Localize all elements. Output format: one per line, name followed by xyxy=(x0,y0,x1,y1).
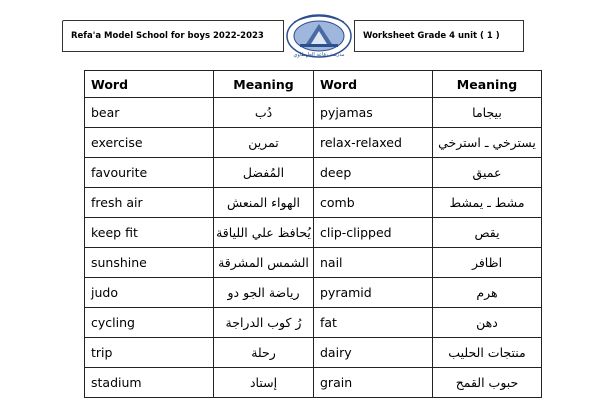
word-cell: deep xyxy=(314,158,433,188)
school-name: Refa'a Model School for boys 2022-2023 xyxy=(71,31,264,41)
meaning-cell: منتجات الحليب xyxy=(433,338,542,368)
word-cell: stadium xyxy=(85,368,214,398)
table-row xyxy=(85,338,542,368)
word-cell: cycling xyxy=(85,308,214,338)
meaning-cell: عميق xyxy=(433,158,542,188)
word-cell: pyramid xyxy=(314,278,433,308)
table-row xyxy=(85,308,542,338)
meaning-cell: مشط ـ يمشط xyxy=(433,188,542,218)
word-cell: clip-clipped xyxy=(314,218,433,248)
meaning-cell: الشمس المشرقة xyxy=(214,248,314,278)
school-logo xyxy=(284,12,354,60)
table-row xyxy=(85,188,542,218)
table-row xyxy=(85,278,542,308)
header-word: Word xyxy=(85,71,214,98)
table-row xyxy=(85,368,542,398)
worksheet-title-box xyxy=(354,20,524,52)
meaning-cell: اظافر xyxy=(433,248,542,278)
meaning-cell: يسترخي ـ استرخي xyxy=(433,128,542,158)
meaning-cell: دهن xyxy=(433,308,542,338)
word-cell: keep fit xyxy=(85,218,214,248)
worksheet-title: Worksheet Grade 4 unit ( 1 ) xyxy=(363,31,500,41)
word-cell: fat xyxy=(314,308,433,338)
table-header-row xyxy=(85,71,542,98)
word-cell: pyjamas xyxy=(314,98,433,128)
word-cell: exercise xyxy=(85,128,214,158)
meaning-cell: رياضة الجو دو xyxy=(214,278,314,308)
meaning-cell: يقص xyxy=(433,218,542,248)
meaning-cell: بيجاما xyxy=(433,98,542,128)
school-name-box xyxy=(62,20,284,52)
meaning-cell: المُفضل xyxy=(214,158,314,188)
meaning-cell: تمرين xyxy=(214,128,314,158)
word-cell: dairy xyxy=(314,338,433,368)
word-cell: nail xyxy=(314,248,433,278)
word-cell: bear xyxy=(85,98,214,128)
header-word: Word xyxy=(314,71,433,98)
table-row xyxy=(85,98,542,128)
meaning-cell: دُب xyxy=(214,98,314,128)
meaning-cell: إستاد xyxy=(214,368,314,398)
word-cell: trip xyxy=(85,338,214,368)
header-meaning: Meaning xyxy=(214,71,314,98)
meaning-cell: رُ كوب الدراجة xyxy=(214,308,314,338)
meaning-cell: رحلة xyxy=(214,338,314,368)
table-row xyxy=(85,128,542,158)
meaning-cell: حبوب القمح xyxy=(433,368,542,398)
vocabulary-table xyxy=(84,70,542,398)
word-cell: grain xyxy=(314,368,433,398)
table-row xyxy=(85,158,542,188)
meaning-cell: الهواء المنعش xyxy=(214,188,314,218)
word-cell: comb xyxy=(314,188,433,218)
word-cell: sunshine xyxy=(85,248,214,278)
table-row xyxy=(85,248,542,278)
logo-caption: مدرسة رفاعة الطهطاوي xyxy=(293,52,345,58)
word-cell: favourite xyxy=(85,158,214,188)
table-row xyxy=(85,218,542,248)
word-cell: judo xyxy=(85,278,214,308)
header-meaning: Meaning xyxy=(433,71,542,98)
meaning-cell: هرم xyxy=(433,278,542,308)
meaning-cell: يُحافظ علي اللياقة xyxy=(214,218,314,248)
word-cell: fresh air xyxy=(85,188,214,218)
word-cell: relax-relaxed xyxy=(314,128,433,158)
